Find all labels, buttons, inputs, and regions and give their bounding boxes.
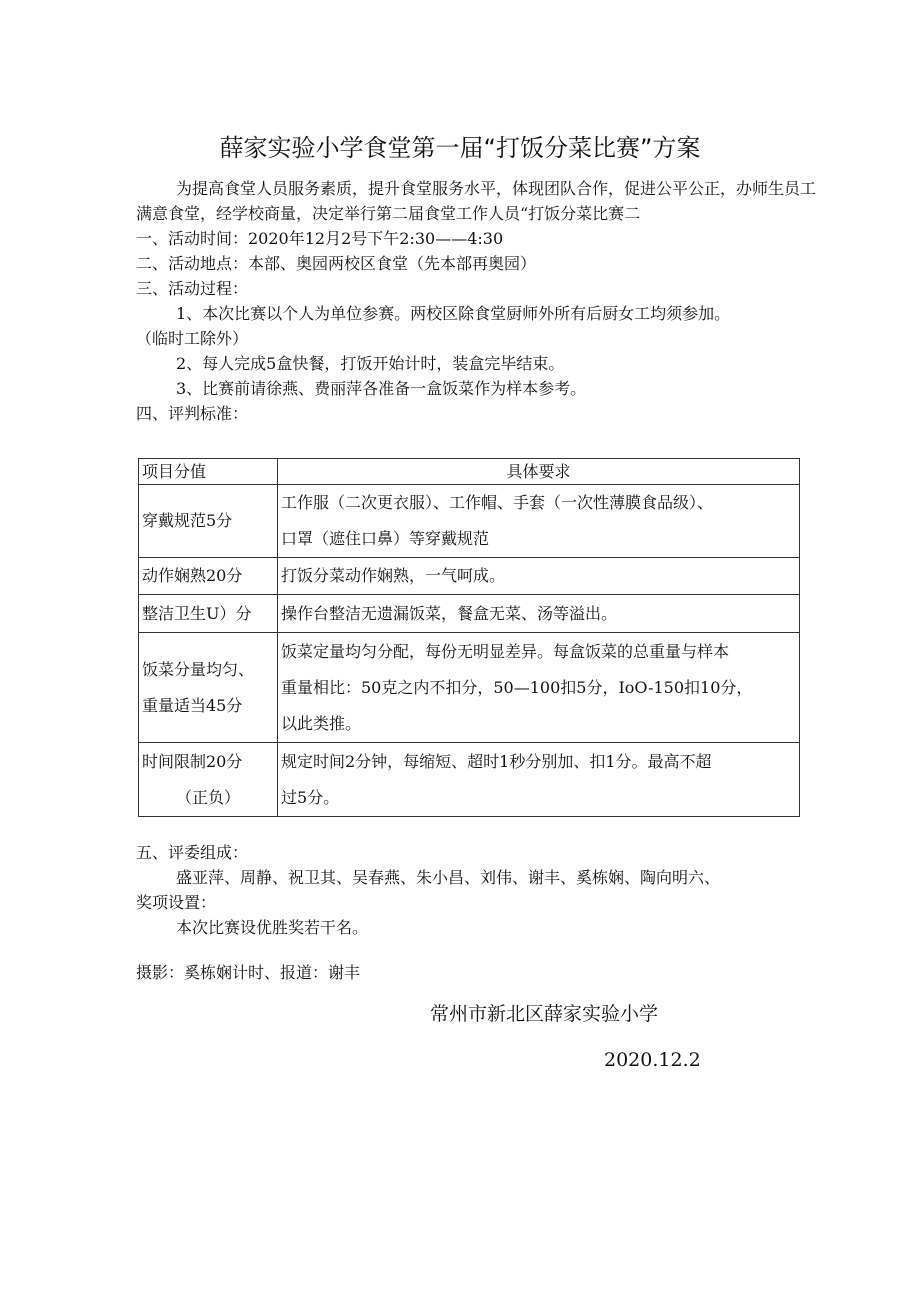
- document-title: 薛家实验小学食堂第一届“打饭分菜比赛”方案: [219, 134, 701, 162]
- row-item-cell: [139, 558, 278, 595]
- criteria-table: [138, 458, 800, 817]
- table-header-item: 项目分值: [139, 459, 278, 485]
- activity-place: 二、活动地点：本部、奥园两校区食堂（先本部再奥园）: [136, 254, 537, 273]
- row-item-cell: [139, 633, 278, 743]
- table-row: [139, 558, 800, 595]
- awards-text: 本次比赛设优胜奖若干名。: [176, 918, 369, 937]
- table-header-requirement: 具体要求: [278, 459, 800, 485]
- row-requirement-cell: [278, 558, 800, 595]
- photo-credit: 摄影：奚栋娴计时、报道：谢丰: [136, 963, 361, 982]
- row-requirement-cell: [278, 743, 800, 817]
- criteria-heading: 四、评判标准：: [136, 404, 249, 423]
- row-requirement-text: 以此类推。: [281, 713, 362, 733]
- row-requirement-cell: [278, 633, 800, 743]
- awards-heading: 奖项设置：: [136, 893, 217, 912]
- row-requirement-text: 工作服（二次更衣服）、工作帽、手套（一次性薄膜食品级）、: [281, 493, 714, 512]
- row-item-text: 动作娴熟20分: [142, 566, 243, 585]
- table-row: [139, 485, 800, 558]
- table-header-row: [139, 459, 800, 485]
- activity-time: 一、活动时间：2020年12月2号下午2:30——4:30: [136, 229, 504, 248]
- judges-heading: 五、评委组成：: [136, 843, 249, 862]
- judges-list: 盛亚萍、周静、祝卫其、吴春燕、朱小昌、刘伟、谢丰、奚栋娴、陶向明六、: [176, 868, 721, 887]
- row-item-cell: [139, 743, 278, 817]
- row-requirement-text: 过5分。: [281, 787, 340, 807]
- row-item-text: 穿戴规范5分: [142, 511, 233, 530]
- row-requirement-text: 规定时间2分钟，每缩短、超时1秒分别加、扣1分。最高不超: [281, 751, 712, 771]
- row-requirement-text: 打饭分菜动作娴熟，一气呵成。: [281, 566, 506, 585]
- signature-school: 常州市新北区薛家实验小学: [430, 1003, 659, 1025]
- row-item-text: 整洁卫生U）分: [142, 603, 252, 623]
- document-body: [136, 176, 816, 426]
- row-item-text: （正负）: [175, 787, 240, 807]
- row-item-cell: [139, 485, 278, 558]
- row-item-text: 饭菜分量均匀、: [142, 659, 255, 679]
- row-requirement-cell: [278, 595, 800, 633]
- process-item-2: 2、每人完成5盒快餐，打饭开始计时，装盒完毕结束。: [176, 354, 565, 373]
- row-requirement-cell: [278, 485, 800, 558]
- row-requirement-text: 口罩（遮住口鼻）等穿戴规范: [281, 529, 490, 548]
- row-requirement-text: 重量相比：50克之内不扣分，50—100扣5分，IoO-150扣10分，: [281, 677, 753, 697]
- process-item-1: 1、本次比赛以个人为单位参赛。两校区除食堂厨师外所有后厨女工均须参加。: [176, 304, 731, 323]
- row-item-cell: [139, 595, 278, 633]
- row-requirement-text: 饭菜定量均匀分配，每份无明显差异。每盒饭菜的总重量与样本: [281, 641, 730, 661]
- process-heading: 三、活动过程：: [136, 279, 249, 298]
- process-item-1-cont: （临时工除外）: [136, 329, 249, 348]
- row-item-text: 重量适当45分: [142, 695, 243, 715]
- row-item-text: 时间限制20分: [142, 751, 243, 771]
- judges-section: [136, 840, 826, 940]
- row-requirement-text: 操作台整洁无遗漏饭菜，餐盒无菜、汤等溢出。: [281, 603, 618, 623]
- table-row: [139, 633, 800, 743]
- table-row: [139, 595, 800, 633]
- table-row: [139, 743, 800, 817]
- process-item-3: 3、比赛前请徐燕、费丽萍各准备一盒饭菜作为样本参考。: [176, 379, 587, 398]
- signature-date: 2020.12.2: [604, 1049, 701, 1071]
- intro-paragraph: 为提高食堂人员服务素质，提升食堂服务水平，体现团队合作，促进公平公正，办师生员工满意食堂，经学校商量，决定举行第二届食堂工作人员“打饭分菜比赛二: [136, 179, 817, 223]
